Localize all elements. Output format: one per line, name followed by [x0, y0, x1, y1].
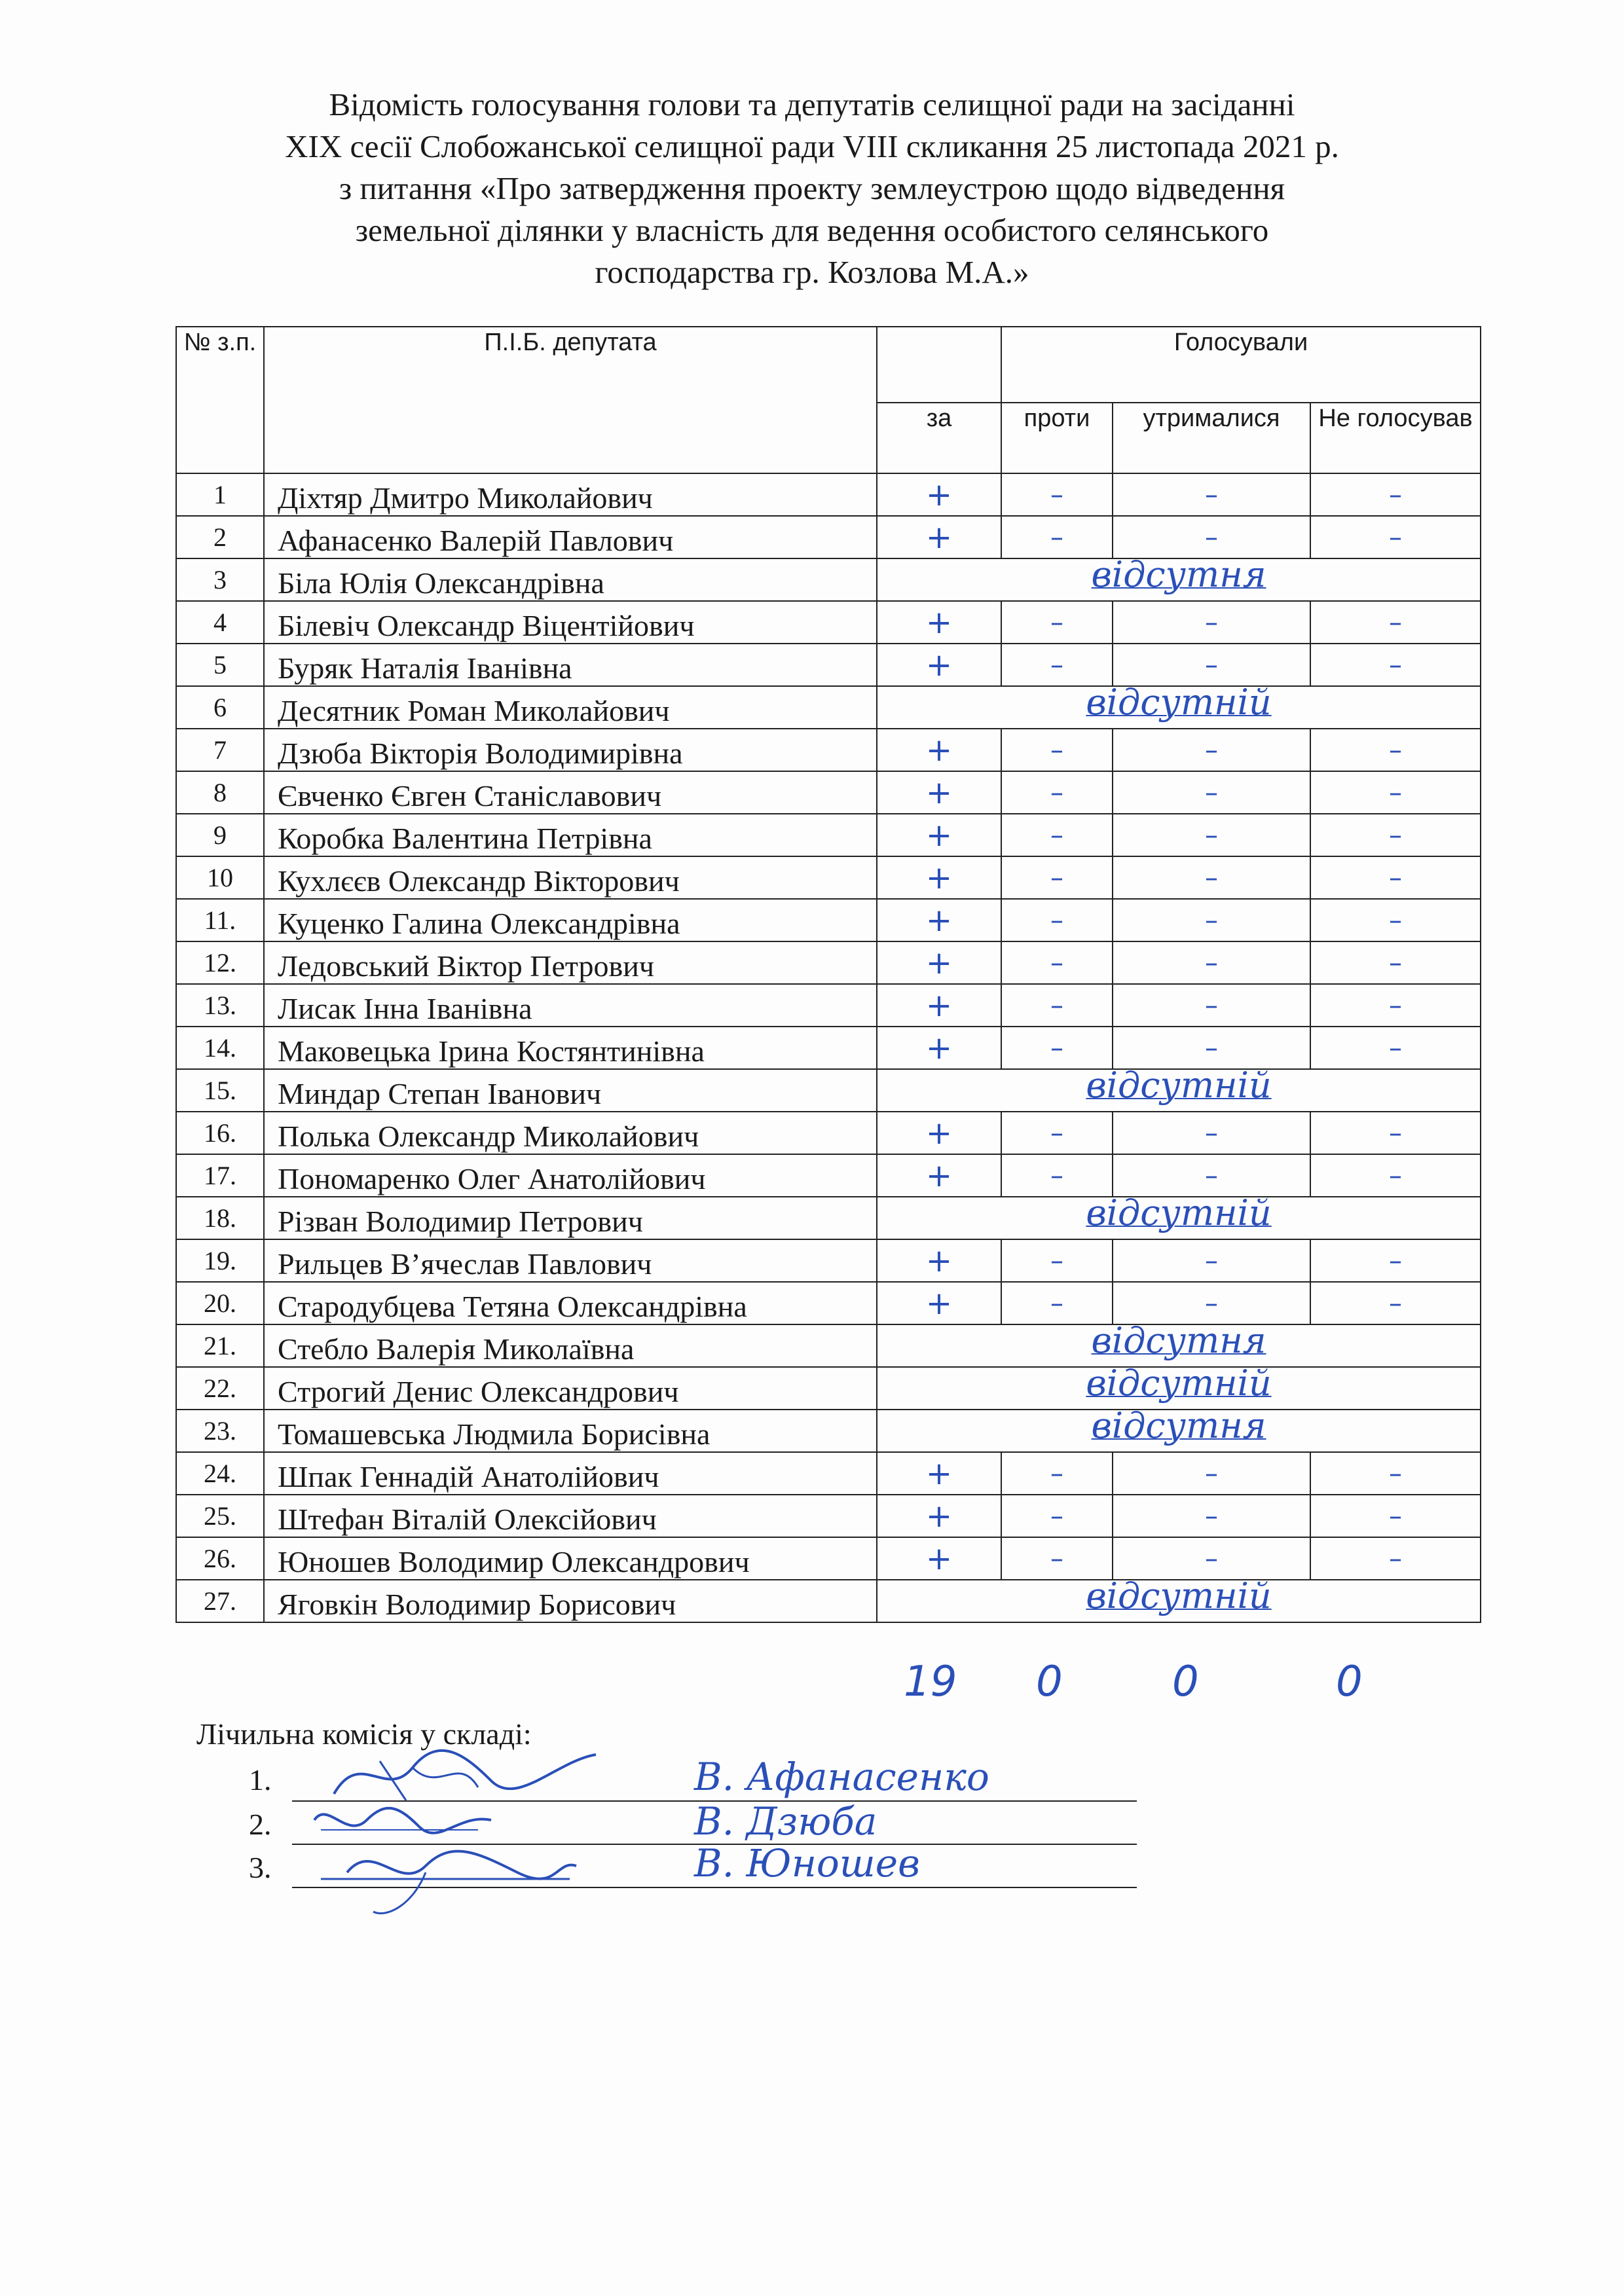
deputy-name: Діхтяр Дмитро Миколайович — [264, 473, 877, 516]
row-number: 1 — [176, 473, 264, 516]
vote-for: + — [877, 984, 1001, 1027]
vote-not-voted: – — [1310, 771, 1481, 814]
vote-not-voted: – — [1310, 1282, 1481, 1324]
row-number: 12. — [176, 941, 264, 984]
vote-not-voted: – — [1310, 814, 1481, 856]
deputy-name: Ледовський Віктор Петрович — [264, 941, 877, 984]
vote-for: + — [877, 1154, 1001, 1197]
commission-num-1: 1. — [249, 1763, 272, 1796]
title-line: з питання «Про затвердження проекту землеустрою щодо відведення — [339, 170, 1285, 206]
absent-mark — [877, 1192, 1481, 1239]
vote-for: + — [877, 941, 1001, 984]
table-row — [176, 473, 1481, 516]
absent-text: відсутній — [1086, 1065, 1272, 1106]
commission-member-1: В. Афанасенко — [694, 1755, 989, 1799]
table-row — [176, 601, 1481, 644]
row-number: 24. — [176, 1452, 264, 1495]
col-header-num: № з.п. — [176, 327, 264, 473]
row-number: 20. — [176, 1282, 264, 1324]
deputy-name: Маковецька Ірина Костянтинівна — [264, 1027, 877, 1069]
voting-table — [175, 326, 1481, 1623]
row-number: 4 — [176, 601, 264, 644]
row-number: 8 — [176, 771, 264, 814]
absent-text: відсутній — [1086, 1192, 1272, 1233]
vote-for: + — [877, 601, 1001, 644]
deputy-name: Яговкін Володимир Борисович — [264, 1580, 877, 1622]
vote-against: – — [1001, 771, 1113, 814]
commission-num-2: 2. — [249, 1808, 272, 1841]
row-number: 9 — [176, 814, 264, 856]
table-row — [176, 644, 1481, 686]
table-row — [176, 984, 1481, 1027]
row-number: 19. — [176, 1239, 264, 1282]
total-for: 19 — [904, 1658, 957, 1706]
table-row — [176, 558, 1481, 601]
vote-for: + — [877, 899, 1001, 941]
vote-for: + — [877, 1452, 1001, 1495]
vote-against: – — [1001, 1154, 1113, 1197]
vote-for: + — [877, 1495, 1001, 1537]
deputy-name: Штефан Віталій Олексійович — [264, 1495, 877, 1537]
table-row — [176, 1410, 1481, 1452]
vote-abstained: – — [1113, 1282, 1310, 1324]
vote-against: – — [1001, 899, 1113, 941]
vote-against: – — [1001, 1537, 1113, 1580]
vote-against: – — [1001, 856, 1113, 899]
row-number: 7 — [176, 729, 264, 771]
col-header-blank — [877, 327, 1001, 403]
vote-against: – — [1001, 601, 1113, 644]
deputy-name: Стебло Валерія Миколаївна — [264, 1324, 877, 1367]
table-row — [176, 1112, 1481, 1154]
deputy-name: Лисак Інна Іванівна — [264, 984, 877, 1027]
absent-text: відсутня — [1091, 1405, 1266, 1446]
vote-against: – — [1001, 1239, 1113, 1282]
absent-text: відсутня — [1091, 1320, 1266, 1361]
vote-for: + — [877, 1282, 1001, 1324]
vote-against: – — [1001, 984, 1113, 1027]
vote-abstained: – — [1113, 814, 1310, 856]
vote-abstained: – — [1113, 644, 1310, 686]
vote-for: + — [877, 1027, 1001, 1069]
table-row — [176, 771, 1481, 814]
row-number: 2 — [176, 516, 264, 558]
document-title — [131, 84, 1493, 293]
vote-abstained: – — [1113, 856, 1310, 899]
deputy-name: Білевіч Олександр Віцентійович — [264, 601, 877, 644]
absent-mark — [877, 554, 1481, 601]
deputy-name: Афанасенко Валерій Павлович — [264, 516, 877, 558]
deputy-name: Коробка Валентина Петрівна — [264, 814, 877, 856]
col-header-against: проти — [1001, 403, 1113, 473]
table-row — [176, 1537, 1481, 1580]
row-number: 26. — [176, 1537, 264, 1580]
absent-mark — [877, 1405, 1481, 1452]
title-line: земельної ділянки у власність для ведення особистого селянського — [355, 212, 1269, 248]
commission-num-3: 3. — [249, 1851, 272, 1884]
absent-text: відсутня — [1091, 554, 1266, 595]
total-abstained: 0 — [1172, 1658, 1199, 1706]
col-header-abstained: утрималися — [1113, 403, 1310, 473]
commission-member-2: В. Дзюба — [694, 1799, 877, 1844]
vote-for: + — [877, 856, 1001, 899]
vote-against: – — [1001, 516, 1113, 558]
table-row — [176, 1069, 1481, 1112]
vote-not-voted: – — [1310, 1027, 1481, 1069]
deputy-name: Десятник Роман Миколайович — [264, 686, 877, 729]
vote-against: – — [1001, 941, 1113, 984]
col-header-voted: Голосували — [1001, 327, 1481, 403]
deputy-name: Буряк Наталія Іванівна — [264, 644, 877, 686]
vote-abstained: – — [1113, 1452, 1310, 1495]
vote-against: – — [1001, 814, 1113, 856]
table-row — [176, 1580, 1481, 1622]
vote-against: – — [1001, 473, 1113, 516]
vote-not-voted: – — [1310, 644, 1481, 686]
deputy-name: Миндар Степан Іванович — [264, 1069, 877, 1112]
vote-for: + — [877, 516, 1001, 558]
table-row — [176, 814, 1481, 856]
vote-not-voted: – — [1310, 1112, 1481, 1154]
vote-abstained: – — [1113, 473, 1310, 516]
total-against: 0 — [1036, 1658, 1063, 1706]
deputy-name: Полька Олександр Миколайович — [264, 1112, 877, 1154]
deputy-name: Різван Володимир Петрович — [264, 1197, 877, 1239]
table-row — [176, 1027, 1481, 1069]
deputy-name: Томашевська Людмила Борисівна — [264, 1410, 877, 1452]
vote-not-voted: – — [1310, 899, 1481, 941]
signature-3 — [308, 1833, 583, 1925]
deputy-name: Строгий Денис Олександрович — [264, 1367, 877, 1410]
table-row — [176, 1154, 1481, 1197]
deputy-name: Рильцев В’ячеслав Павлович — [264, 1239, 877, 1282]
commission-label: Лічильна комісія у складі: — [196, 1717, 532, 1751]
absent-text: відсутній — [1086, 682, 1272, 723]
vote-abstained: – — [1113, 1154, 1310, 1197]
vote-abstained: – — [1113, 1112, 1310, 1154]
vote-against: – — [1001, 1495, 1113, 1537]
vote-not-voted: – — [1310, 1239, 1481, 1282]
title-line: господарства гр. Козлова М.А.» — [595, 254, 1029, 290]
table-row — [176, 1495, 1481, 1537]
title-line: XIX сесії Слобожанської селищної ради VIII скликання 25 листопада 2021 р. — [285, 128, 1339, 164]
table-row — [176, 856, 1481, 899]
vote-abstained: – — [1113, 601, 1310, 644]
row-number: 27. — [176, 1580, 264, 1622]
vote-against: – — [1001, 1027, 1113, 1069]
vote-abstained: – — [1113, 941, 1310, 984]
vote-abstained: – — [1113, 771, 1310, 814]
vote-against: – — [1001, 644, 1113, 686]
table-row — [176, 1239, 1481, 1282]
row-number: 10 — [176, 856, 264, 899]
vote-not-voted: – — [1310, 729, 1481, 771]
table-row — [176, 941, 1481, 984]
table-row — [176, 1452, 1481, 1495]
total-not-voted: 0 — [1336, 1658, 1363, 1706]
col-header-name: П.І.Б. депутата — [264, 327, 877, 473]
row-number: 15. — [176, 1069, 264, 1112]
row-number: 25. — [176, 1495, 264, 1537]
deputy-name: Біла Юлія Олександрівна — [264, 558, 877, 601]
vote-abstained: – — [1113, 899, 1310, 941]
deputy-name: Стародубцева Тетяна Олександрівна — [264, 1282, 877, 1324]
vote-not-voted: – — [1310, 1452, 1481, 1495]
vote-not-voted: – — [1310, 473, 1481, 516]
deputy-name: Шпак Геннадій Анатолійович — [264, 1452, 877, 1495]
vote-for: + — [877, 1239, 1001, 1282]
vote-not-voted: – — [1310, 1537, 1481, 1580]
vote-not-voted: – — [1310, 516, 1481, 558]
absent-mark — [877, 1362, 1481, 1410]
row-number: 22. — [176, 1367, 264, 1410]
col-header-not-voted: Не голосував — [1310, 403, 1481, 473]
row-number: 21. — [176, 1324, 264, 1367]
row-number: 6 — [176, 686, 264, 729]
absent-text: відсутній — [1086, 1575, 1272, 1616]
vote-for: + — [877, 814, 1001, 856]
table-row — [176, 1324, 1481, 1367]
vote-abstained: – — [1113, 1239, 1310, 1282]
title-line: Відомість голосування голови та депутатів селищної ради на засіданні — [329, 86, 1295, 122]
row-number: 23. — [176, 1410, 264, 1452]
col-header-for: за — [877, 403, 1001, 473]
vote-for: + — [877, 729, 1001, 771]
deputy-name: Куценко Галина Олександрівна — [264, 899, 877, 941]
deputy-name: Юношев Володимир Олександрович — [264, 1537, 877, 1580]
vote-against: – — [1001, 1282, 1113, 1324]
deputy-name: Пономаренко Олег Анатолійович — [264, 1154, 877, 1197]
vote-abstained: – — [1113, 1495, 1310, 1537]
row-number: 17. — [176, 1154, 264, 1197]
vote-not-voted: – — [1310, 984, 1481, 1027]
table-row — [176, 516, 1481, 558]
absent-mark — [877, 1575, 1481, 1622]
vote-not-voted: – — [1310, 856, 1481, 899]
row-number: 14. — [176, 1027, 264, 1069]
vote-for: + — [877, 473, 1001, 516]
deputy-name: Кухлєєв Олександр Вікторович — [264, 856, 877, 899]
vote-against: – — [1001, 1112, 1113, 1154]
vote-for: + — [877, 644, 1001, 686]
table-row — [176, 1367, 1481, 1410]
vote-not-voted: – — [1310, 1154, 1481, 1197]
deputy-name: Євченко Євген Станіславович — [264, 771, 877, 814]
vote-for: + — [877, 1537, 1001, 1580]
vote-not-voted: – — [1310, 1495, 1481, 1537]
vote-not-voted: – — [1310, 941, 1481, 984]
absent-mark — [877, 682, 1481, 729]
vote-for: + — [877, 1112, 1001, 1154]
commission-member-3: В. Юношев — [694, 1841, 920, 1886]
vote-abstained: – — [1113, 984, 1310, 1027]
table-row — [176, 899, 1481, 941]
row-number: 11. — [176, 899, 264, 941]
deputy-name: Дзюба Вікторія Володимирівна — [264, 729, 877, 771]
absent-mark — [877, 1065, 1481, 1112]
vote-not-voted: – — [1310, 601, 1481, 644]
row-number: 18. — [176, 1197, 264, 1239]
vote-abstained: – — [1113, 1537, 1310, 1580]
absent-mark — [877, 1320, 1481, 1367]
vote-for: + — [877, 771, 1001, 814]
table-row — [176, 686, 1481, 729]
table-row — [176, 1282, 1481, 1324]
row-number: 5 — [176, 644, 264, 686]
table-row — [176, 1197, 1481, 1239]
row-number: 16. — [176, 1112, 264, 1154]
vote-abstained: – — [1113, 729, 1310, 771]
row-number: 3 — [176, 558, 264, 601]
row-number: 13. — [176, 984, 264, 1027]
table-row — [176, 729, 1481, 771]
absent-text: відсутній — [1086, 1362, 1272, 1404]
vote-against: – — [1001, 1452, 1113, 1495]
vote-against: – — [1001, 729, 1113, 771]
vote-abstained: – — [1113, 1027, 1310, 1069]
vote-abstained: – — [1113, 516, 1310, 558]
